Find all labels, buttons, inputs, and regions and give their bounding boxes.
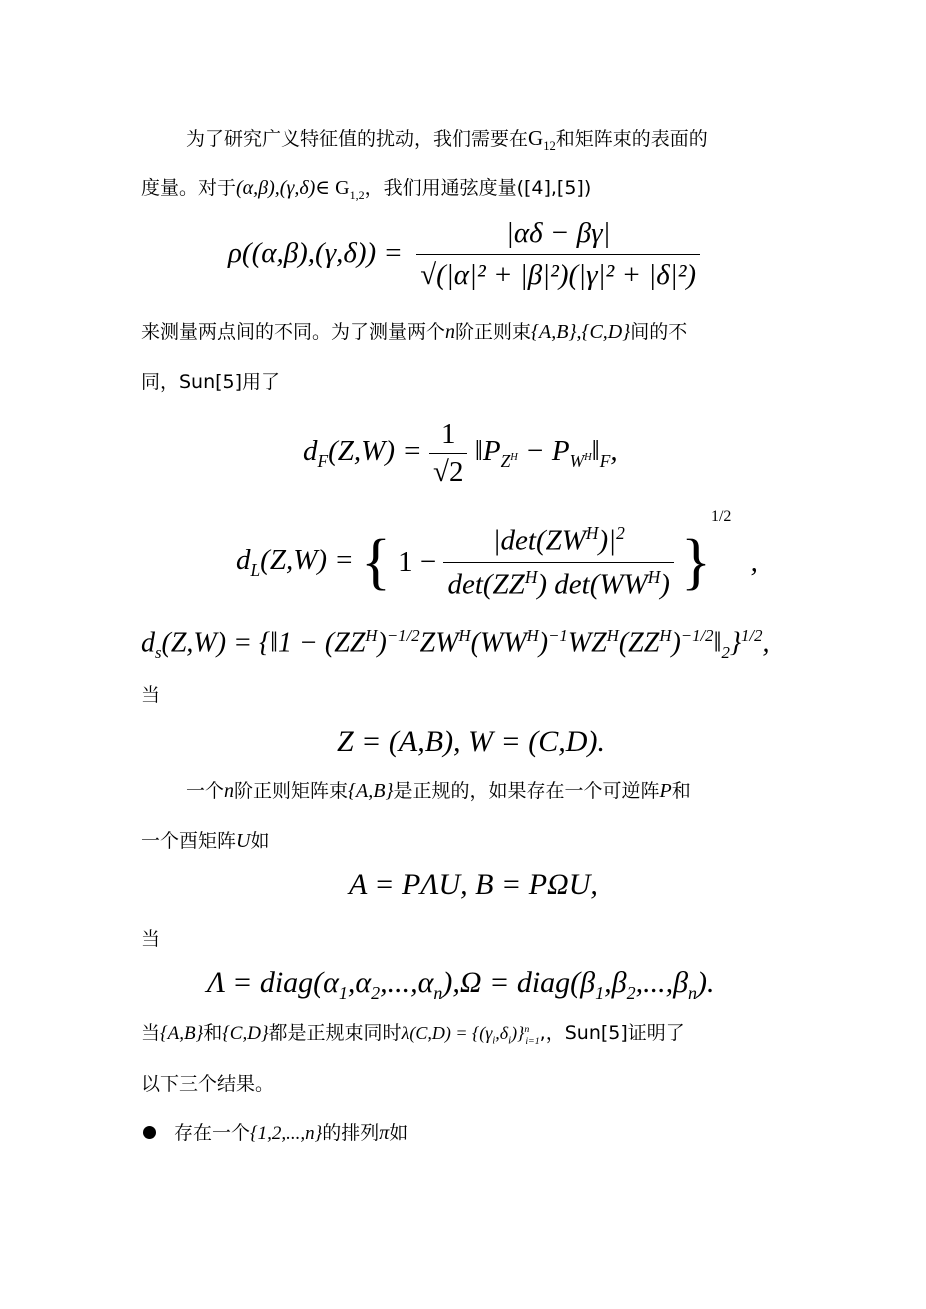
g12-symbol: $G_{1,2}$ [335,177,365,202]
inline-math: {A,B},{C,D} [531,321,631,343]
fraction-numerator: |αδ − βγ| [505,217,611,249]
dF-rhs: $‖P_{Z^H}$ − $P_{W^H}‖_F$, [474,435,618,471]
equation-ZW: Z = (A,B), W = (C,D). [337,725,605,758]
text-segment: 间的不 [630,321,688,343]
text-segment: 同，Sun[5]用了 [141,371,281,393]
text-segment: 和矩阵束的表面的 [555,128,708,150]
equation-dL [236,508,758,602]
inline-math: n [445,321,456,343]
bullet-item-1: 存在一个{1,2,...,n}的排列π如 [174,1122,409,1144]
dL-lhs: $d_L(Z,W)$ = [236,543,354,580]
dL-comma: , [750,545,758,578]
dL-fraction: $\frac{|\det(ZW^H)|^2}{\det(ZZ^H) \det(WW^H)}$ [443,523,673,601]
one-over-root-two: $\frac{1}{√2}$ [429,418,467,489]
paragraph-4-line-2: 以下三个结果。 [141,1073,275,1095]
text-segment: 度量。对于 [141,177,237,199]
dF-lhs: $d_F(Z,W)$ = [303,435,422,471]
inline-math: (α,β),(γ,δ)∈ [236,177,331,199]
bullet-dot-icon [143,1126,156,1139]
left-brace: { [361,527,391,596]
equation-fraction [416,215,700,292]
paragraph-3-line-1: 一个n阶正则矩阵束{A,B}是正规的，如果存在一个可逆阵P和 [186,780,691,802]
when-label-1: 当 [141,684,161,706]
equation-ds: $d_s(Z,W)$ = {‖1 − $(ZZ^H)^{-1/2}ZW^H(WW^H)^{-1}WZ^H(ZZ^H)^{-1/2}‖_2\}^{1/2}$, [141,626,770,662]
g12-symbol: $G_{12}$ [528,126,556,154]
equation-diag: $\Lambda = diag(\alpha_1,\alpha_2,...,\alpha_n),\Omega$ = $diag(\beta_1,\beta_2,...,\beta_n)$. [207,966,715,1003]
one-minus: 1 − [398,545,437,578]
right-brace: } [681,527,711,596]
text-segment: 来测量两点间的不同。为了测量两个 [141,321,446,343]
paragraph-1-line-1 [186,128,708,153]
when-label-2: 当 [141,928,161,950]
paragraph-1-line-2 [141,178,591,201]
fraction-denominator: √(|α|² + |β|²)(|γ|² + |δ|²) [416,254,700,292]
text-segment: 阶正则束 [455,321,532,343]
text-segment: ，我们用通弦度量([4],[5]) [364,177,592,199]
paragraph-2-line-1 [141,322,687,342]
equation-APU: A = PΛU, B = PΩU, [349,868,598,901]
equation-dF [303,418,618,489]
equation-lhs: ρ((α,β),(γ,δ)) = [228,237,404,269]
paragraph-3-line-2: 一个酉矩阵U如 [141,830,270,852]
paragraph-2-line-2 [141,373,280,392]
text-segment: 为了研究广义特征值的扰动，我们需要在 [186,128,529,150]
dL-power: 1/2 [710,508,732,525]
equation-chordal-metric [228,215,700,292]
paragraph-4-line-1: 当{A,B}和{C,D}都是正规束同时$\lambda(C,D) = \{(\gamma_i,\delta_i)\}^n_{i=1}$,，Sun[5]证明了 [141,1022,685,1047]
